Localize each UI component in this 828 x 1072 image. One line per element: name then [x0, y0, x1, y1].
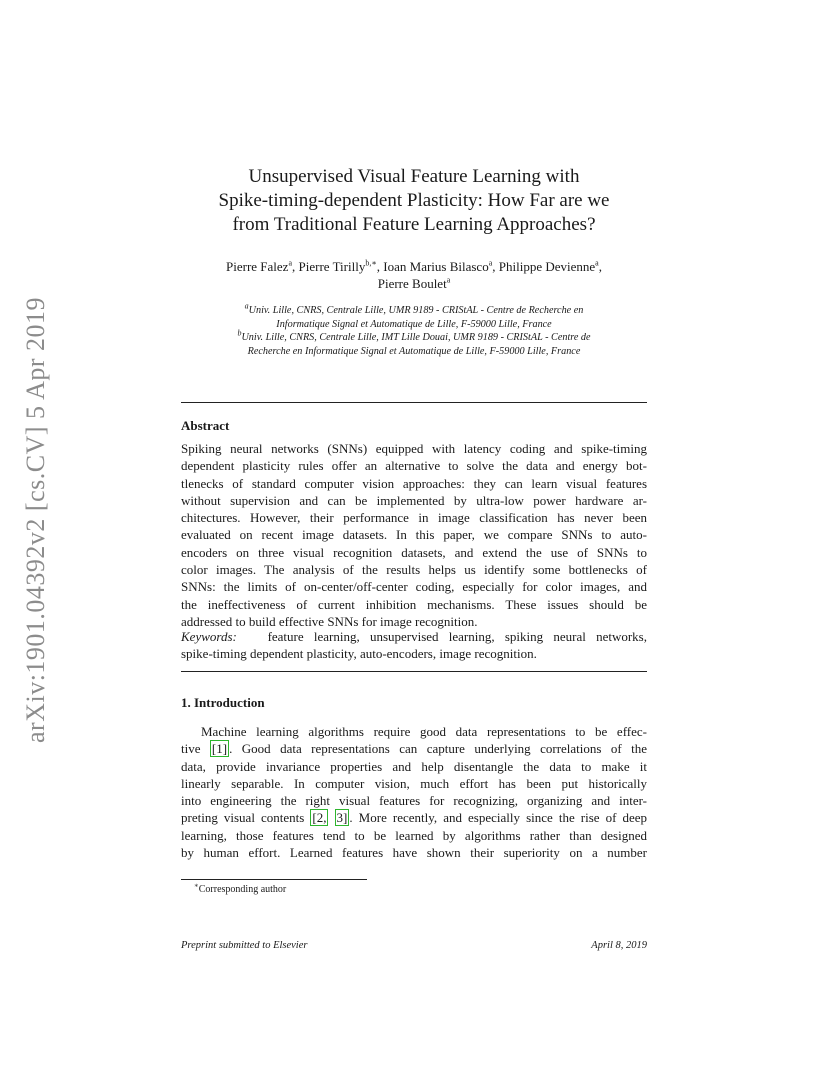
abstract-line: tlenecks of standard computer vision approaches: they can learn visual features [181, 475, 647, 491]
abstract-line: addressed to build effective SNNs for image recognition. [181, 613, 478, 629]
arxiv-identifier-text: arXiv:1901.04392v2 [cs.CV] 5 Apr 2019 [21, 296, 51, 744]
abstract-line: chitectures. However, their performance in image classification has never been [181, 510, 647, 526]
author-affiliation-mark: a [488, 258, 493, 268]
body-line [181, 740, 647, 757]
body-line: Machine learning algorithms require good data representations to be effec- [201, 724, 647, 739]
author-line [180, 258, 648, 275]
body-line [181, 809, 647, 826]
abstract-line: color images. The analysis of the results helps us identify some bottlenecks of [181, 562, 647, 578]
abstract-line: Spiking neural networks (SNNs) equipped with latency coding and spike-timing [181, 441, 647, 456]
affiliation-line: Recherche en Informatique Signal et Automatique de Lille, F-59000 Lille, France [247, 345, 581, 357]
body-text: . Good data representations can capture underlying correlations of the [229, 741, 648, 757]
author-line [180, 275, 648, 292]
abstract-line: SNNs: the limits of on-center/off-center coding, especially for color images, and [181, 579, 647, 595]
title-line: Unsupervised Visual Feature Learning with [248, 166, 580, 187]
abstract-top-rule [181, 402, 647, 403]
author-list [180, 258, 648, 292]
footer-preprint-note: Preprint submitted to Elsevier [181, 940, 308, 951]
abstract-line: the ineffectiveness of current inhibition mechanisms. These issues should be [181, 596, 647, 612]
body-line: data, provide invariance properties and help disentangle the data to make it [181, 758, 647, 774]
keywords-line: spike-timing dependent plasticity, auto-encoders, image recognition. [181, 646, 537, 662]
citation-link[interactable]: [2, [312, 810, 327, 826]
author-separator: , [376, 259, 384, 274]
keywords-line [181, 628, 647, 645]
keywords-text: feature learning, unsupervised learning, spiking neural networks, [267, 629, 647, 644]
title-line: from Traditional Feature Learning Approaches? [232, 214, 596, 235]
author-affiliation-mark: b,∗ [365, 258, 377, 268]
keywords [181, 628, 647, 663]
abstract-line: dependent plasticity rules offer an alternative to solve the data and energy bot- [181, 458, 647, 474]
abstract-heading: Abstract [181, 418, 230, 433]
body-text: tive [181, 741, 210, 757]
body-text: . More recently, and especially since the rise of deep [349, 810, 648, 826]
abstract-line: encoders on three visual recognition datasets, and extend the use of SNNs to [181, 544, 647, 560]
citation-link[interactable]: [1] [211, 741, 228, 757]
abstract-line: evaluated on recent image datasets. In this paper, we compare SNNs to auto- [181, 527, 647, 543]
keywords-label: Keywords: [181, 629, 237, 644]
affiliation-text: Univ. Lille, CNRS, Centrale Lille, UMR 9189 - CRIStAL - Centre de Recherche en [248, 305, 584, 316]
author-affiliation-mark: a [288, 258, 293, 268]
author-name: Pierre Tirilly [298, 259, 366, 274]
footer-date: April 8, 2019 [591, 940, 647, 951]
title-line: Spike-timing-dependent Plasticity: How Far are we [218, 190, 610, 211]
author-affiliation-mark: a [595, 258, 599, 268]
footnote-rule [181, 879, 367, 880]
citation-link[interactable]: 3] [336, 810, 348, 826]
body-line: learning, those features tend to be learned by algorithms rather than designed [181, 827, 647, 843]
author-name: Ioan Marius Bilasco [383, 259, 489, 274]
section-heading-introduction: 1. Introduction [181, 695, 265, 710]
abstract-line: without supervision and can be implemented by ultra-low power hardware ar- [181, 492, 647, 508]
author-name: Philippe Devienne [498, 259, 596, 274]
affiliation-line [170, 301, 658, 318]
body-line: by human effort. Learned features have shown their superiority on a number [181, 845, 647, 861]
affiliation-mark: b [237, 328, 242, 338]
author-separator: , [598, 259, 602, 274]
affiliation-line [170, 328, 658, 345]
author-name: Pierre Falez [226, 259, 289, 274]
footnote [194, 883, 286, 896]
affiliation-text: Univ. Lille, CNRS, Centrale Lille, IMT Lille Douai, UMR 9189 - CRIStAL - Centre de [241, 332, 591, 343]
affiliation-line: Informatique Signal et Automatique de Lille, F-59000 Lille, France [276, 318, 552, 330]
body-line: linearly separable. In computer vision, much effort has been put historically [181, 775, 647, 791]
abstract-body [181, 440, 647, 630]
author-separator: , [492, 259, 499, 274]
paper-title [180, 165, 648, 237]
author-affiliation-mark: a [446, 275, 451, 285]
keywords-bottom-rule [181, 671, 647, 672]
footnote-mark: ∗ [194, 881, 199, 890]
body-text: preting visual contents [181, 810, 311, 826]
footnote-text: Corresponding author [198, 884, 287, 895]
author-name: Pierre Boulet [377, 276, 447, 291]
affiliations [170, 301, 658, 358]
introduction-body [181, 723, 647, 861]
arxiv-identifier-stamp [14, 290, 58, 750]
author-separator: , [292, 259, 299, 274]
body-line: into engineering the right visual features for recognizing, organizing and inter- [181, 793, 647, 809]
affiliation-mark: a [244, 301, 249, 311]
